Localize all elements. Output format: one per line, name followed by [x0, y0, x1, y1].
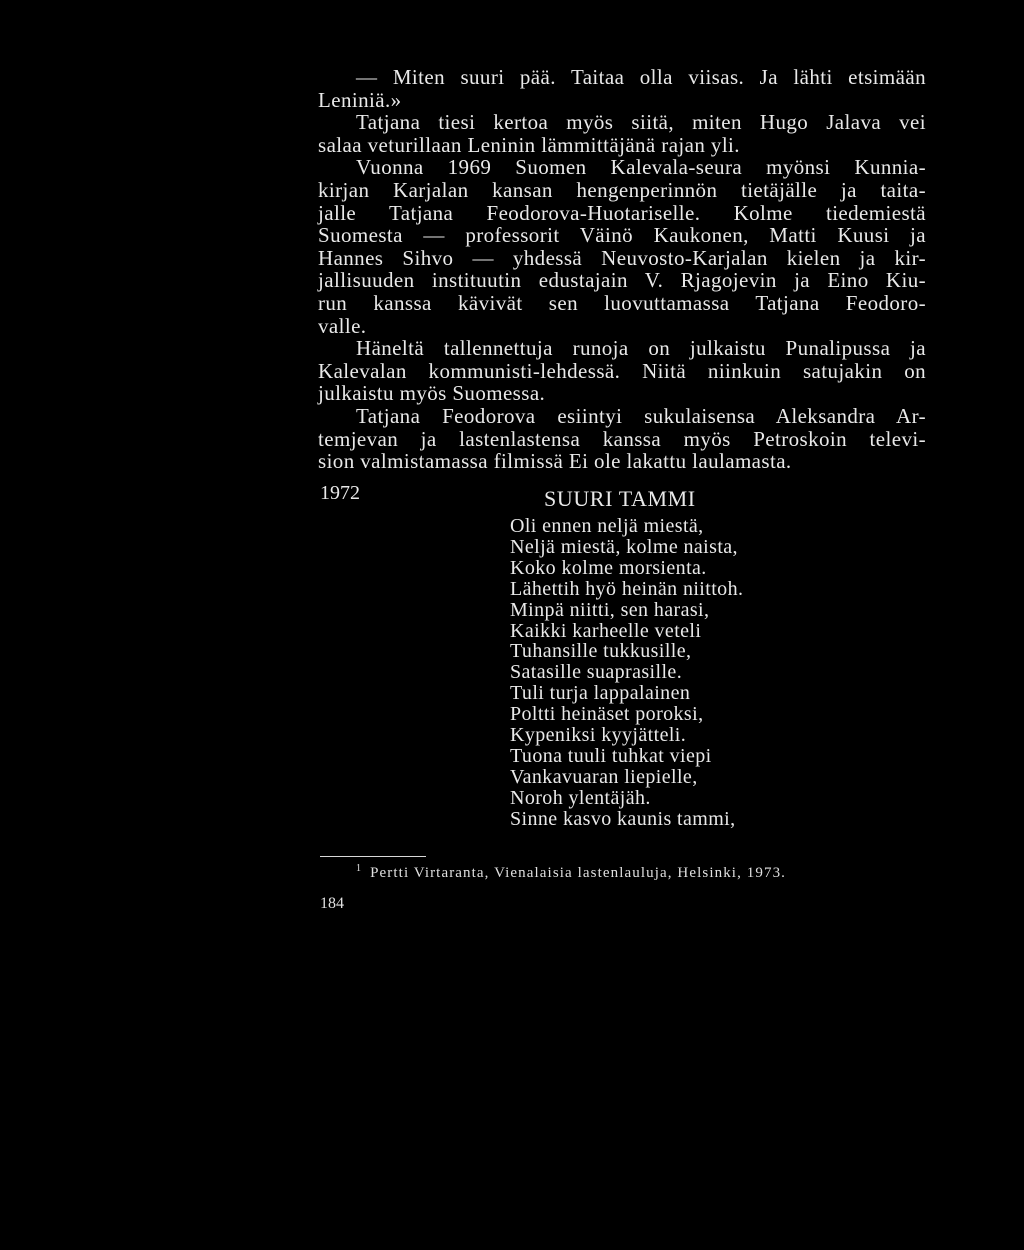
body-line: Tatjana tiesi kertoa myös siitä, miten Hugo Jalava vei: [356, 110, 926, 135]
body-line: sion valmistamassa filmissä Ei ole lakattu laulamasta.: [318, 449, 792, 474]
footnote-marker: 1: [356, 863, 363, 874]
body-line: Suomesta — professorit Väinö Kaukonen, Matti Kuusi ja: [318, 223, 926, 248]
body-line: jallisuuden instituutin edustajain V. Rjagojevin ja Eino Kiu-: [318, 268, 926, 293]
poem-line: Tuona tuuli tuhkat viepi: [510, 744, 712, 767]
body-line: Kalevalan kommunisti-lehdessä. Niitä niinkuin satujakin on: [318, 358, 926, 383]
body-line: — Miten suuri pää. Taitaa olla viisas. Ja lähti etsimään: [356, 65, 926, 89]
body-line: jalle Tatjana Feodorova-Huotariselle. Kolme tiedemiestä: [318, 200, 926, 225]
poem-line: Sinne kasvo kaunis tammi,: [510, 807, 736, 830]
poem-line: Noroh ylentäjäh.: [510, 786, 651, 809]
body-line: run kanssa kävivät sen luovuttamassa Tatjana Feodoro-: [318, 290, 926, 315]
poem-line: Poltti heinäset poroksi,: [510, 703, 704, 726]
footnote-text: Pertti Virtaranta, Vienalaisia lastenlauluja, Helsinki, 1973.: [370, 865, 787, 881]
footnote: [356, 863, 786, 882]
poem-year: 1972: [320, 482, 360, 504]
footnote-divider: [320, 856, 426, 857]
body-line: temjevan ja lastenlastensa kanssa myös Petroskoin televi-: [318, 426, 926, 451]
poem-line: Kaikki karheelle veteli: [510, 619, 702, 642]
poem-title: SUURI TAMMI: [544, 486, 696, 511]
body-line: Hannes Sihvo — yhdessä Neuvosto-Karjalan kielen ja kir-: [318, 245, 926, 270]
body-text: [318, 66, 926, 473]
poem-line: Lähettih hyö heinän niittoh.: [510, 577, 744, 600]
poem-line: Kypeniksi kyyjätteli.: [510, 724, 687, 747]
poem-line: Neljä miestä, kolme naista,: [510, 535, 738, 558]
body-line: julkaistu myös Suomessa.: [318, 381, 546, 406]
poem-line: Minpä niitti, sen harasi,: [510, 598, 710, 621]
body-line: Leniniä.»: [318, 87, 402, 112]
body-line: Tatjana Feodorova esiintyi sukulaisensa Aleksandra Ar-: [356, 403, 926, 428]
poem-body: [510, 516, 743, 830]
body-line: Vuonna 1969 Suomen Kalevala-seura myönsi Kunnia-: [356, 155, 926, 180]
body-line: valle.: [318, 313, 367, 338]
body-line: Häneltä tallennettuja runoja on julkaistu Punalipussa ja: [356, 336, 926, 361]
poem-line: Satasille suaprasille.: [510, 661, 683, 684]
body-line: salaa veturillaan Leninin lämmittäjänä rajan yli.: [318, 132, 740, 157]
poem-line: Vankavuaran liepielle,: [510, 765, 698, 788]
poem-line: Tuhansille tukkusille,: [510, 640, 692, 663]
poem-line: Koko kolme morsienta.: [510, 556, 707, 579]
page-number: 184: [320, 895, 344, 912]
poem-line: Oli ennen neljä miestä,: [510, 515, 704, 537]
poem-line: Tuli turja lappalainen: [510, 682, 691, 705]
body-line: kirjan Karjalan kansan hengenperinnön tietäjälle ja taita-: [318, 177, 926, 202]
